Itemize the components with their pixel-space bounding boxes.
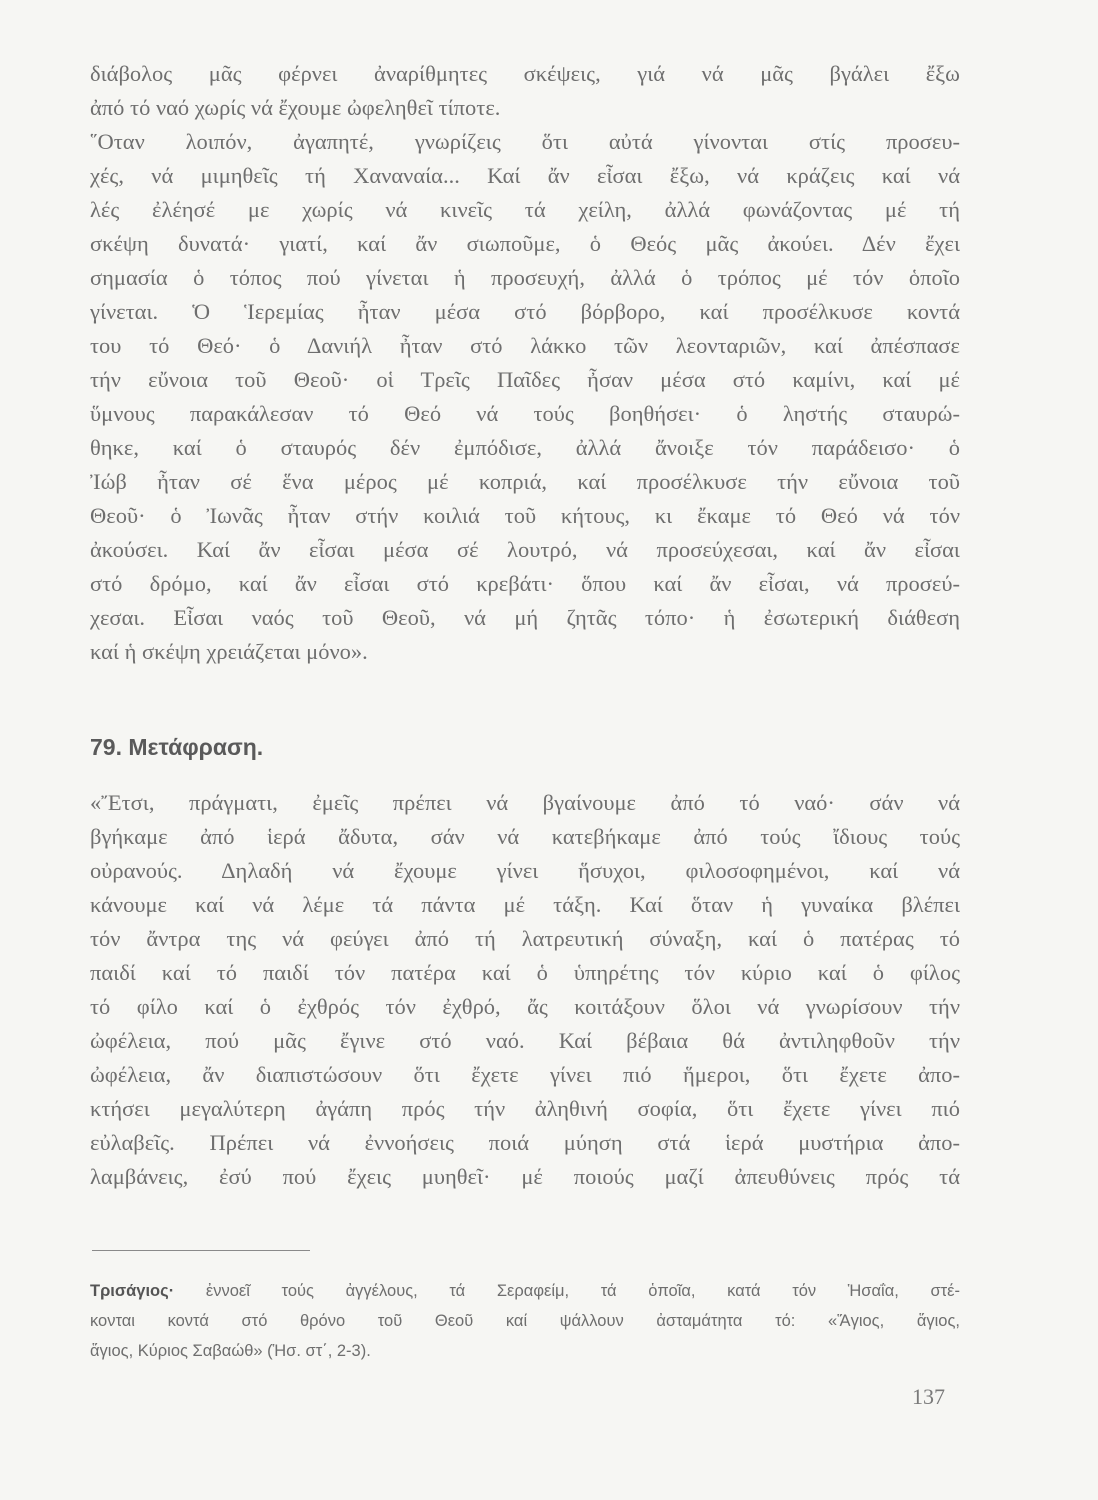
text-line: σκέψη δυνατά· γιατί, καί ἄν σιωποῦμε, ὁ Θεός μᾶς ἀκούει. Δέν ἔχει <box>90 231 960 256</box>
text-line: λαμβάνεις, ἐσύ πού ἔχεις μυηθεῖ· μέ ποιούς μαζί ἀπευθύνεις πρός τά <box>90 1164 960 1189</box>
section-heading: 79. Μετάφραση. <box>90 734 264 760</box>
text-line: σημασία ὁ τόπος πού γίνεται ἡ προσευχή, ἀλλά ὁ τρόπος μέ τόν ὁποῖο <box>90 265 960 290</box>
text-line: θηκε, καί ὁ σταυρός δέν ἐμπόδισε, ἀλλά ἄνοιξε τόν παράδεισο· ὁ <box>90 435 960 460</box>
text-line: διάβολος μᾶς φέρνει ἀναρίθμητες σκέψεις, γιά νά μᾶς βγάλει ἔξω <box>90 61 960 86</box>
text-line: οὐρανούς. Δηλαδή νά ἔχουμε γίνει ἥσυχοι, φιλοσοφημένοι, καί νά <box>90 858 960 883</box>
text-line: ἀκούσει. Καί ἄν εἶσαι μέσα σέ λουτρό, νά προσεύχεσαι, καί ἄν εἶσαι <box>90 537 960 562</box>
footnote-text: ἐννοεῖ τούς ἀγγέλους, τά Σεραφείμ, τά ὁποῖα, κατά τόν Ἡσαΐα, στέ- <box>205 1282 960 1300</box>
text-line: καί ἡ σκέψη χρειάζεται μόνο». <box>90 639 368 664</box>
text-line: γίνεται. Ὁ Ἱερεμίας ἦταν μέσα στό βόρβορο, καί προσέλκυσε κοντά <box>90 299 960 324</box>
text-line: βγήκαμε ἀπό ἱερά ἄδυτα, σάν νά κατεβήκαμε ἀπό τούς ἴδιους τούς <box>90 824 960 849</box>
text-line: «Ἔτσι, πράγματι, ἐμεῖς πρέπει νά βγαίνουμε ἀπό τό ναό· σάν νά <box>90 790 960 815</box>
text-line: ὕμνους παρακάλεσαν τό Θεό νά τούς βοηθήσει· ὁ ληστής σταυρώ- <box>90 401 960 426</box>
text-line: τήν εὔνοια τοῦ Θεοῦ· οἱ Τρεῖς Παῖδες ἦσαν μέσα στό καμίνι, καί μέ <box>90 367 960 392</box>
text-line: παιδί καί τό παιδί τόν πατέρα καί ὁ ὑπηρέτης τόν κύριο καί ὁ φίλος <box>90 960 960 985</box>
text-line: χές, νά μιμηθεῖς τή Χαναναία... Καί ἄν εἶσαι ἔξω, νά κράζεις καί νά <box>90 163 960 188</box>
text-line: τόν ἄντρα της νά φεύγει ἀπό τή λατρευτική σύναξη, καί ὁ πατέρας τό <box>90 926 960 951</box>
footnote-line: κονται κοντά στό θρόνο τοῦ Θεοῦ καί ψάλλουν ἀσταμάτητα τό: «Ἅγιος, ἅγιος, <box>90 1312 960 1330</box>
text-line: ὠφέλεια, ἄν διαπιστώσουν ὅτι ἔχετε γίνει πιό ἥμεροι, ὅτι ἔχετε ἀπο- <box>90 1062 960 1087</box>
page-number: 137 <box>912 1384 945 1409</box>
text-line: ὠφέλεια, πού μᾶς ἔγινε στό ναό. Καί βέβαια θά ἀντιληφθοῦν τήν <box>90 1028 960 1053</box>
text-line: εὐλαβεῖς. Πρέπει νά ἐννοήσεις ποιά μύηση στά ἱερά μυστήρια ἀπο- <box>90 1130 960 1155</box>
text-line: ῞Οταν λοιπόν, ἀγαπητέ, γνωρίζεις ὅτι αὐτά γίνονται στίς προσευ- <box>90 129 960 154</box>
text-line: κτήσει μεγαλύτερη ἀγάπη πρός τήν ἀληθινή σοφία, ὅτι ἔχετε γίνει πιό <box>90 1096 960 1121</box>
text-line: του τό Θεό· ὁ Δανιήλ ἦταν στό λάκκο τῶν λεονταριῶν, καί ἀπέσπασε <box>90 333 960 358</box>
text-line: στό δρόμο, καί ἄν εἶσαι στό κρεβάτι· ὅπου καί ἄν εἶσαι, νά προσεύ- <box>90 571 960 596</box>
text-line: κάνουμε καί νά λέμε τά πάντα μέ τάξη. Καί ὅταν ἡ γυναίκα βλέπει <box>90 892 960 917</box>
text-line: Ἰώβ ἦταν σέ ἕνα μέρος μέ κοπριά, καί προσέλκυσε τήν εὔνοια τοῦ <box>90 469 960 494</box>
footnote-divider <box>92 1250 310 1251</box>
text-line: χεσαι. Εἶσαι ναός τοῦ Θεοῦ, νά μή ζητᾶς τόπο· ἡ ἐσωτερική διάθεση <box>90 605 960 630</box>
footnote-line <box>90 1276 960 1306</box>
text-line: λές ἐλέησέ με χωρίς νά κινεῖς τά χείλη, ἀλλά φωνάζοντας μέ τή <box>90 197 960 222</box>
text-line: τό φίλο καί ὁ ἐχθρός τόν ἐχθρό, ἄς κοιτάξουν ὅλοι νά γνωρίσουν τήν <box>90 994 960 1019</box>
text-line: ἀπό τό ναό χωρίς νά ἔχουμε ὠφεληθεῖ τίποτε. <box>90 95 501 120</box>
footnote-line: ἅγιος, Κύριος Σαβαώθ» (Ἡσ. στ΄, 2-3). <box>90 1342 371 1360</box>
footnote-term: Τρισάγιος· <box>90 1282 175 1300</box>
text-line: Θεοῦ· ὁ Ἰωνᾶς ἦταν στήν κοιλιά τοῦ κήτους, κι ἔκαμε τό Θεό νά τόν <box>90 503 960 528</box>
